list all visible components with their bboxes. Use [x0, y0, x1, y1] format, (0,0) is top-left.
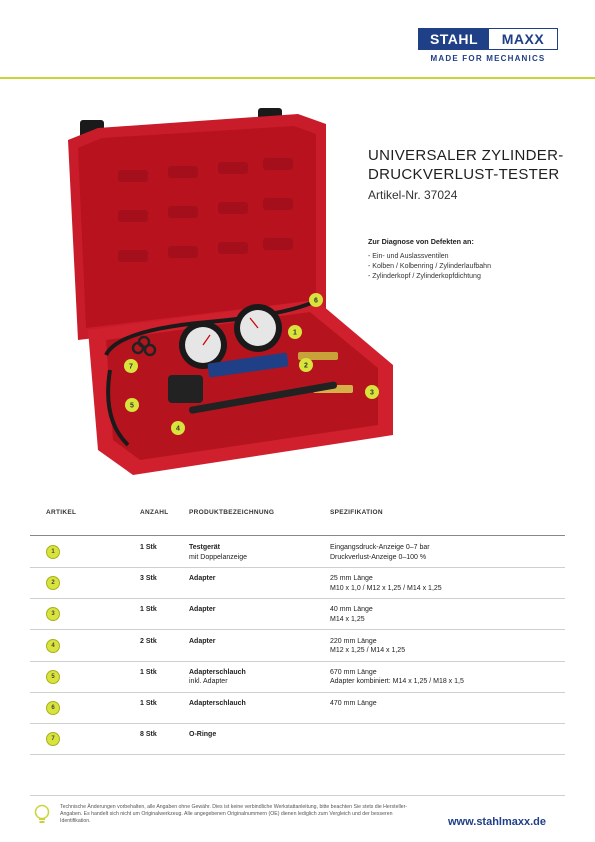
- table-row: [30, 723, 565, 755]
- spec-line-1: 220 mm Länge: [330, 637, 377, 645]
- brand-logo-part2: MAXX: [501, 31, 545, 47]
- item-number-badge: 2: [46, 576, 60, 590]
- footer-divider: [30, 795, 565, 796]
- specification-cell: [330, 543, 430, 562]
- quantity-cell: 8 Stk: [140, 731, 157, 739]
- spec-line-1: Eingangsdruck-Anzeige 0–7 bar: [330, 544, 430, 551]
- diagnosis-list: [368, 252, 491, 281]
- callout-1: 1: [293, 329, 297, 337]
- specification-cell: [330, 605, 373, 624]
- item-number-badge: 7: [46, 732, 60, 746]
- spec-line-1: 40 mm Länge: [330, 606, 373, 614]
- col-header-produkt: PRODUKTBEZEICHNUNG: [189, 509, 275, 516]
- table-row: [30, 536, 565, 568]
- table-row: [30, 630, 565, 662]
- quantity-cell: 1 Stk: [140, 606, 157, 614]
- brand-tagline: MADE FOR MECHANICS: [430, 54, 546, 63]
- item-number-badge: 4: [46, 639, 60, 653]
- diagnosis-heading: Zur Diagnose von Defekten an:: [368, 237, 474, 246]
- spec-line-2: M12 x 1,25 / M14 x 1,25: [330, 647, 406, 655]
- product-title-line2: DRUCKVERLUST-TESTER: [368, 166, 560, 183]
- table-row: [30, 661, 565, 693]
- product-name-cell: [189, 574, 215, 584]
- product-name-cell: [189, 668, 246, 687]
- callout-7: 7: [129, 363, 133, 371]
- callout-6: 6: [314, 297, 318, 305]
- product-name: Testgerät: [189, 544, 220, 551]
- article-number: Artikel-Nr. 37024: [368, 188, 458, 202]
- callout-3: 3: [370, 389, 374, 397]
- callout-2: 2: [304, 362, 308, 370]
- col-header-spezifikation: SPEZIFIKATION: [330, 509, 383, 516]
- product-name-cell: [189, 543, 247, 562]
- specification-cell: [330, 637, 405, 656]
- spec-line-1: 25 mm Länge: [330, 575, 373, 583]
- table-row: [30, 692, 565, 724]
- product-name-cell: [189, 605, 215, 615]
- product-name: Adapter: [189, 606, 216, 614]
- col-header-artikel: ARTIKEL: [46, 509, 77, 516]
- spec-line-2: Adapter kombiniert: M14 x 1,25 / M18 x 1,5: [330, 678, 464, 686]
- diagnosis-item: - Zylinderkopf / Zylinderkopfdichtung: [368, 272, 481, 280]
- item-number-badge: 1: [46, 545, 60, 559]
- product-title: [368, 146, 578, 184]
- quantity-cell: 1 Stk: [140, 700, 157, 707]
- quantity-cell: 3 Stk: [140, 575, 157, 583]
- item-number-badge: 6: [46, 701, 60, 715]
- brand-logo-part1: STAHL: [419, 29, 489, 49]
- product-photo: [58, 100, 408, 490]
- specification-cell: [330, 574, 442, 593]
- footer-disclaimer: Technische Änderungen vorbehalten, alle Angaben ohne Gewähr. Dies ist keine verbindliche Werkstattanleitung, bitte beachten Sie stets die Hersteller-Angaben. Es handelt sich nicht um Originalwerkzeug. Alle angegebenen Originalnummern (OE) dienen lediglich zum Vergleich und der besseren Identifikation.: [60, 804, 408, 824]
- spec-line-1: 470 mm Länge: [330, 700, 377, 707]
- spec-line-2: M14 x 1,25: [330, 615, 365, 623]
- callout-5: 5: [130, 402, 134, 410]
- callout-4: 4: [176, 425, 180, 433]
- diagnosis-item: - Kolben / Kolbenring / Zylinderlaufbahn: [368, 262, 491, 270]
- quantity-cell: 2 Stk: [140, 637, 157, 645]
- table-row: [30, 598, 565, 630]
- table-row: [30, 567, 565, 599]
- product-name-detail: inkl. Adapter: [189, 678, 228, 686]
- item-number-badge: 3: [46, 607, 60, 621]
- header-divider: [0, 77, 595, 79]
- product-name: Adapterschlauch: [189, 668, 246, 676]
- brand-logo: [418, 28, 558, 50]
- item-number-badge: 5: [46, 670, 60, 684]
- diagnosis-item: - Ein- und Auslassventilen: [368, 253, 449, 260]
- product-name: Adapterschlauch: [189, 700, 246, 707]
- quantity-cell: 1 Stk: [140, 544, 157, 551]
- product-title-line1: UNIVERSALER ZYLINDER-: [368, 147, 564, 164]
- product-name-cell: [189, 730, 216, 740]
- website-link[interactable]: www.stahlmaxx.de: [448, 816, 547, 828]
- spec-line-2: M10 x 1,0 / M12 x 1,25 / M14 x 1,25: [330, 584, 442, 592]
- spec-line-2: Druckverlust-Anzeige 0–100 %: [330, 553, 427, 561]
- lightbulb-icon: [34, 804, 50, 826]
- specification-cell: [330, 668, 464, 687]
- quantity-cell: 1 Stk: [140, 668, 157, 676]
- product-name: Adapter: [189, 575, 216, 583]
- col-header-anzahl: ANZAHL: [140, 509, 169, 516]
- product-name-detail: mit Doppelanzeige: [189, 553, 247, 561]
- product-name-cell: [189, 637, 215, 647]
- specification-cell: [330, 699, 377, 709]
- product-name: Adapter: [189, 637, 216, 645]
- spec-line-1: 670 mm Länge: [330, 668, 377, 676]
- product-name-cell: [189, 699, 246, 709]
- product-name: O-Ringe: [189, 731, 217, 739]
